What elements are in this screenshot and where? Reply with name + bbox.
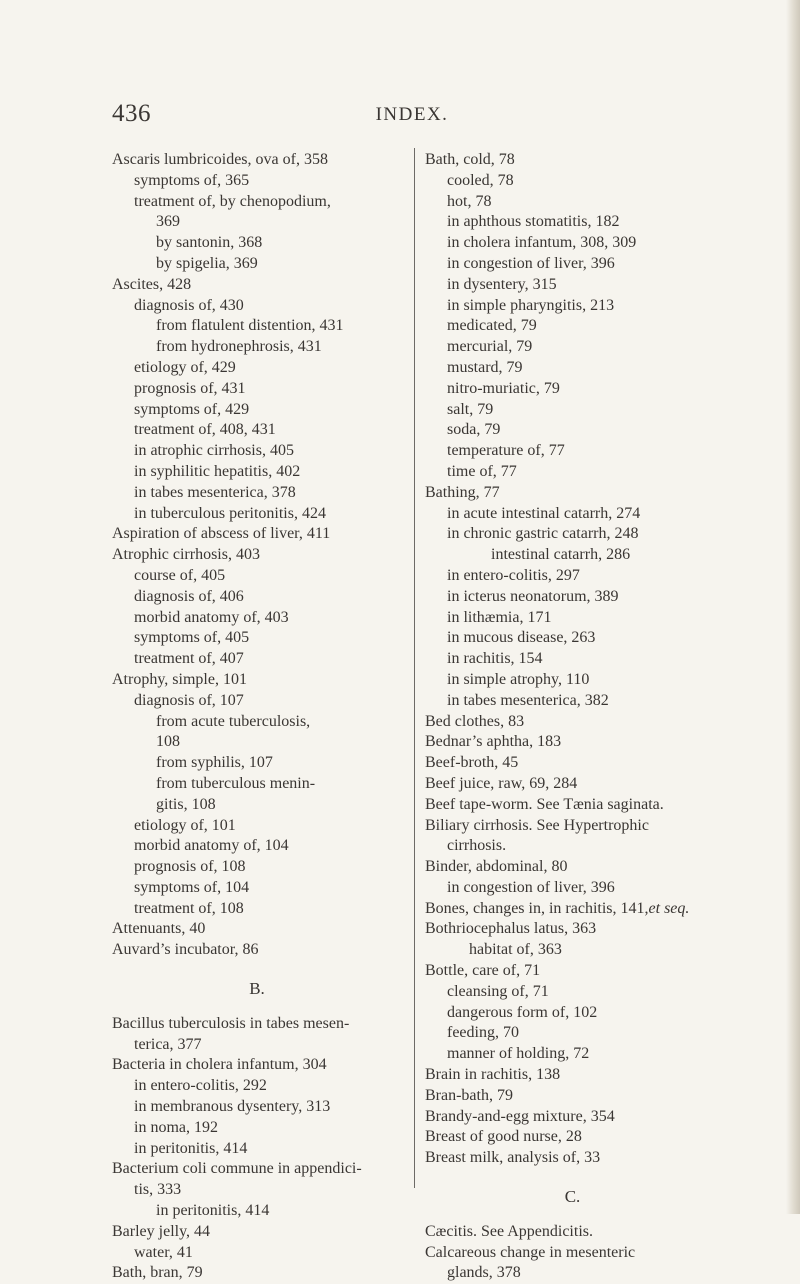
index-entry [425,1107,720,1128]
index-entry [425,919,720,940]
index-entry [425,316,720,337]
entry-text: cooled, 78 [447,171,514,189]
entry-text: Atrophic cirrhosis, 403 [112,546,260,564]
index-entry [112,628,402,649]
entry-text: from tuberculous menin- [156,774,316,792]
index-entry [112,462,402,483]
index-entry [425,275,720,296]
index-entry [112,919,402,940]
entry-text: tis, 333 [134,1181,182,1199]
index-entry [425,171,720,192]
entry-text: Beef tape-worm. See Tænia saginata. [425,795,664,813]
index-entry [425,1065,720,1086]
index-entry [425,420,720,441]
index-entry [425,857,720,878]
index-entry [112,670,402,691]
entry-text: in membranous dysentery, 313 [134,1098,331,1116]
entry-text: in peritonitis, 414 [134,1139,248,1157]
index-entry [112,1222,402,1243]
index-entry [425,587,720,608]
entry-text: morbid anatomy of, 403 [134,608,289,626]
index-entry [112,566,402,587]
index-column-right [425,150,720,1284]
index-entry [112,233,402,254]
entry-text: Auvard’s incubator, 86 [112,941,259,959]
index-entry [425,400,720,421]
entry-text: Breast of good nurse, 28 [425,1128,582,1146]
entry-text: Biliary cirrhosis. See Hypertrophic [425,816,649,834]
index-entry [425,1086,720,1107]
entry-text: in tuberculous peritonitis, 424 [134,504,326,522]
index-entry [425,649,720,670]
index-entry [112,795,402,816]
index-entry [425,1003,720,1024]
index-entry [425,940,720,961]
index-entry [425,753,720,774]
entry-text: habitat of, 363 [469,941,562,959]
entry-text: symptoms of, 405 [134,629,250,647]
entry-text: in tabes mesenterica, 382 [447,691,609,709]
entry-text: Calcareous change in mesenteric [425,1243,636,1261]
page-number: 436 [112,100,151,127]
index-entry [112,254,402,275]
index-entry [112,171,402,192]
index-entry [112,400,402,421]
entry-text: in noma, 192 [134,1118,218,1136]
entry-text: B. [249,979,265,999]
index-entry [425,1023,720,1044]
entry-text: Brain in rachitis, 138 [425,1066,561,1084]
entry-text: symptoms of, 365 [134,171,250,189]
index-entry [425,192,720,213]
entry-text: in chronic gastric catarrh, 248 [447,525,639,543]
entry-text: from syphilis, 107 [156,754,273,772]
index-entry [112,1263,402,1284]
entry-text: from hydronephrosis, 431 [156,338,322,356]
index-entry [112,899,402,920]
entry-text: in congestion of liver, 396 [447,254,615,272]
index-entry [425,628,720,649]
entry-text: water, 41 [134,1243,193,1261]
section-letter [425,1187,720,1208]
index-entry [112,1076,402,1097]
entry-text: in simple pharyngitis, 213 [447,296,615,314]
entry-text: treatment of, 108 [134,899,244,917]
entry-text: from acute tuberculosis, [156,712,311,730]
entry-text: temperature of, 77 [447,442,565,460]
index-entry [112,691,402,712]
index-entry [425,483,720,504]
index-entry [425,961,720,982]
column-divider [414,148,415,1188]
entry-text: mustard, 79 [447,358,523,376]
index-entry [112,712,402,733]
index-entry [112,836,402,857]
index-entry [425,608,720,629]
index-entry [112,150,402,171]
entry-text: symptoms of, 104 [134,878,250,896]
entry-text: intestinal catarrh, 286 [491,546,631,564]
index-entry [112,587,402,608]
entry-text: diagnosis of, 406 [134,587,244,605]
entry-text: etiology of, 101 [134,816,236,834]
index-entry [425,462,720,483]
section-letter [112,979,402,1000]
index-entry [112,732,402,753]
entry-text: dangerous form of, 102 [447,1003,598,1021]
entry-text: feeding, 70 [447,1024,519,1042]
entry-text: Bothriocephalus latus, 363 [425,920,597,938]
entry-text: Bath, cold, 78 [425,151,515,168]
entry-text: time of, 77 [447,462,517,480]
index-entry [112,1097,402,1118]
index-entry [425,545,720,566]
index-entry [425,254,720,275]
entry-text: in mucous disease, 263 [447,629,596,647]
index-entry [112,275,402,296]
entry-text: Bednar’s aphtha, 183 [425,733,562,751]
entry-text: in icterus neonatorum, 389 [447,587,619,605]
index-entry [425,795,720,816]
index-entry [112,608,402,629]
entry-text: Barley jelly, 44 [112,1222,211,1240]
index-entry [112,649,402,670]
index-entry [425,1263,720,1284]
index-entry [425,712,720,733]
entry-text: Bones, changes in, in rachitis, 141, [425,899,649,917]
entry-text: morbid anatomy of, 104 [134,837,289,855]
entry-text: in aphthous stomatitis, 182 [447,213,620,231]
entry-text: prognosis of, 108 [134,858,246,876]
entry-text: diagnosis of, 107 [134,691,244,709]
index-entry [112,316,402,337]
entry-text: in rachitis, 154 [447,650,543,668]
index-entry [425,379,720,400]
entry-text: in simple atrophy, 110 [447,670,590,688]
index-column-left [112,150,402,1284]
index-entry [425,836,720,857]
index-entry [425,1243,720,1264]
entry-text: Binder, abdominal, 80 [425,858,568,876]
index-entry [112,940,402,961]
entry-text: Beef juice, raw, 69, 284 [425,774,578,792]
entry-text: Bacteria in cholera infantum, 304 [112,1056,327,1074]
entry-text: in atrophic cirrhosis, 405 [134,442,294,460]
entry-text: Ascites, 428 [112,275,192,293]
entry-text: Bacterium coli commune in appendici- [112,1160,362,1178]
entry-text: Bath, bran, 79 [112,1264,203,1282]
index-entry [425,441,720,462]
entry-text: terica, 377 [134,1035,202,1053]
entry-text: in tabes mesenterica, 378 [134,483,296,501]
index-entry [112,1243,402,1264]
entry-text: Atrophy, simple, 101 [112,670,247,688]
index-entry [112,212,402,233]
index-entry [425,337,720,358]
index-entry [112,1055,402,1076]
entry-text: in peritonitis, 414 [156,1202,270,1220]
entry-text: cirrhosis. [447,837,507,855]
entry-text: symptoms of, 429 [134,400,250,418]
index-entry [425,524,720,545]
entry-text: 369 [156,213,180,231]
entry-text: in entero-colitis, 297 [447,566,580,584]
index-entry [112,441,402,462]
entry-text: Breast milk, analysis of, 33 [425,1149,601,1167]
index-entry [112,1159,402,1180]
entry-italic: et seq. [648,899,690,917]
page-header [112,100,712,130]
index-entry [112,483,402,504]
entry-text: Aspiration of abscess of liver, 411 [112,525,331,543]
index-entry [425,774,720,795]
entry-text: Bacillus tuberculosis in tabes mesen- [112,1014,350,1032]
entry-text: by spigelia, 369 [156,254,258,272]
index-entry [425,358,720,379]
index-entry [425,1148,720,1169]
index-entry [425,233,720,254]
entry-text: treatment of, 408, 431 [134,421,276,439]
index-entry [112,1201,402,1222]
entry-text: mercurial, 79 [447,338,533,356]
entry-text: in cholera infantum, 308, 309 [447,234,637,252]
entry-text: C. [564,1187,581,1207]
index-entry [425,212,720,233]
entry-text: Attenuants, 40 [112,920,206,938]
index-entry [425,878,720,899]
index-entry [425,732,720,753]
entry-text: treatment of, by chenopodium, [134,192,331,210]
index-entry [112,1035,402,1056]
index-entry [112,545,402,566]
index-entry [112,358,402,379]
index-entry [425,504,720,525]
index-entry [425,566,720,587]
entry-text: in syphilitic hepatitis, 402 [134,462,301,480]
index-entry [112,1014,402,1035]
index-entry [112,1180,402,1201]
index-entry [112,337,402,358]
entry-text: Bran-bath, 79 [425,1086,513,1104]
index-entry [112,1139,402,1160]
entry-text: in acute intestinal catarrh, 274 [447,504,641,522]
index-entry [425,296,720,317]
entry-text: soda, 79 [447,421,501,439]
entry-text: Beef-broth, 45 [425,754,519,772]
index-entry [112,774,402,795]
entry-text: Bed clothes, 83 [425,712,525,730]
entry-text: Bottle, care of, 71 [425,962,541,980]
index-entry [425,1222,720,1243]
index-entry [112,296,402,317]
entry-text: course of, 405 [134,566,226,584]
index-entry [112,857,402,878]
index-entry [425,899,720,920]
index-entry [425,150,720,171]
index-entry [112,878,402,899]
index-entry [112,420,402,441]
entry-text: by santonin, 368 [156,234,263,252]
running-title: INDEX. [375,104,449,125]
entry-text: salt, 79 [447,400,494,418]
entry-text: Ascaris lumbricoides, ova of, 358 [112,151,328,168]
entry-text: in lithæmia, 171 [447,608,552,626]
entry-text: in dysentery, 315 [447,275,557,293]
index-entry [425,691,720,712]
index-entry [112,753,402,774]
entry-text: in congestion of liver, 396 [447,878,615,896]
index-entry [425,670,720,691]
index-entry [112,504,402,525]
entry-text: nitro-muriatic, 79 [447,379,560,397]
entry-text: manner of holding, 72 [447,1045,590,1063]
index-entry [112,379,402,400]
entry-text: diagnosis of, 430 [134,296,244,314]
index-entry [425,982,720,1003]
entry-text: cleansing of, 71 [447,982,549,1000]
index-entry [112,192,402,213]
index-entry [112,816,402,837]
index-entry [425,1044,720,1065]
entry-text: Brandy-and-egg mixture, 354 [425,1107,615,1125]
index-entry [425,816,720,837]
index-entry [112,1118,402,1139]
entry-text: Cæcitis. See Appendicitis. [425,1222,593,1240]
entry-text: from flatulent distention, 431 [156,317,344,335]
entry-text: in entero-colitis, 292 [134,1077,267,1095]
index-entry [425,1127,720,1148]
entry-text: Bathing, 77 [425,483,500,501]
entry-text: glands, 378 [447,1264,521,1282]
entry-text: prognosis of, 431 [134,379,246,397]
entry-text: gitis, 108 [156,795,216,813]
entry-text: etiology of, 429 [134,358,236,376]
entry-text: hot, 78 [447,192,492,210]
entry-text: treatment of, 407 [134,650,244,668]
entry-text: 108 [156,733,180,751]
entry-text: medicated, 79 [447,317,537,335]
page-edge-shadow [786,0,800,1214]
index-entry [112,524,402,545]
